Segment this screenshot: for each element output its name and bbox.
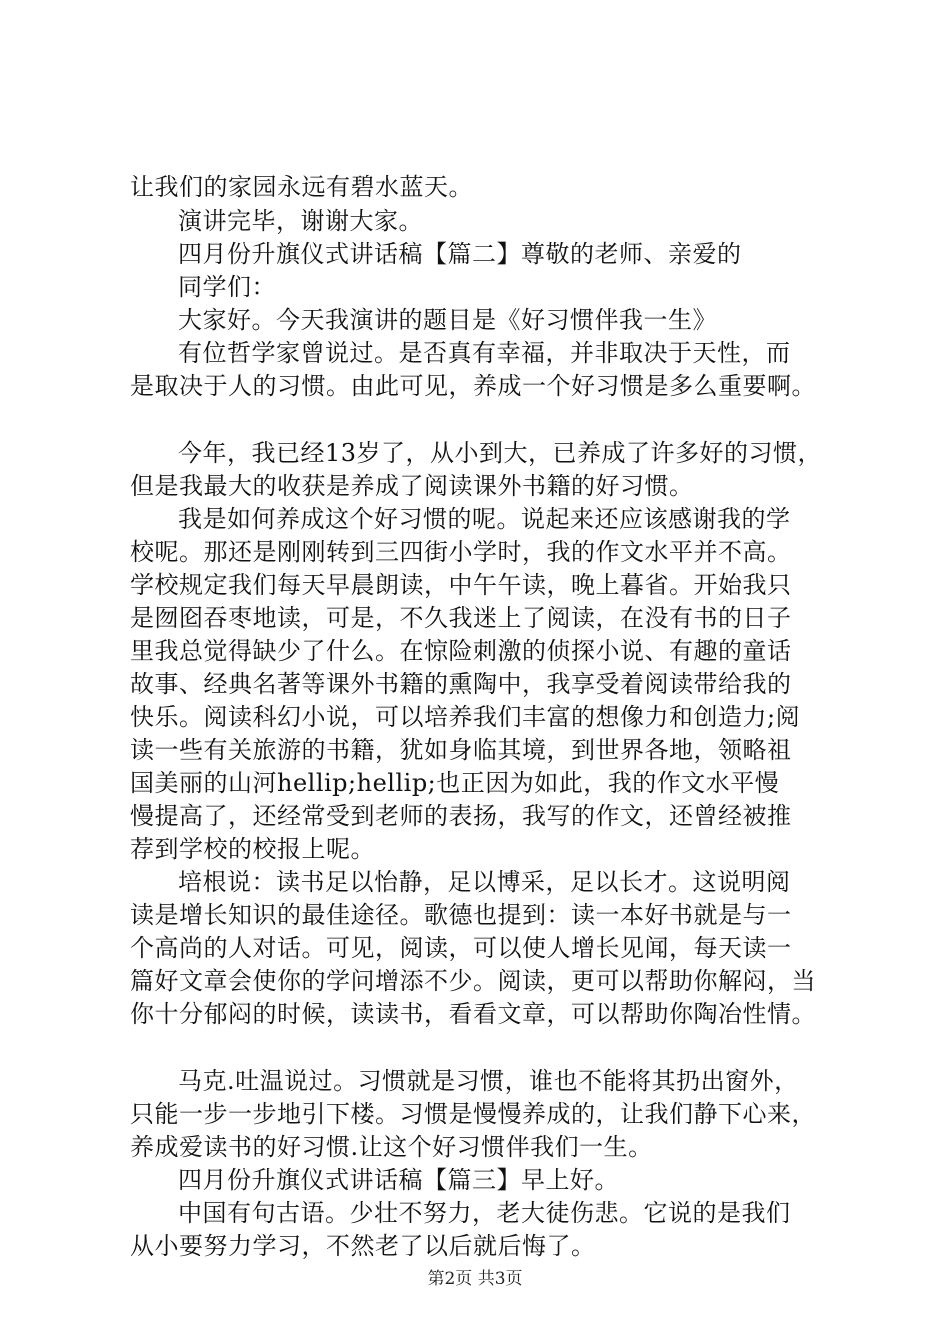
- text-line: 演讲完毕，谢谢大家。: [178, 207, 423, 235]
- text-line: 快乐。阅读科幻小说，可以培养我们丰富的想像力和创造力;阅: [130, 703, 801, 731]
- text-line: 大家好。今天我演讲的题目是《好习惯伴我一生》: [178, 306, 717, 334]
- section-heading-line: 四月份升旗仪式讲话稿【篇二】尊敬的老师、亲爱的: [178, 240, 742, 268]
- text-line: 有位哲学家曾说过。是否真有幸福，并非取决于天性，而: [178, 339, 791, 367]
- text-line: 读一些有关旅游的书籍，犹如身临其境，到世界各地，领略祖: [130, 736, 792, 764]
- page-number-footer: 第2页 共3页: [427, 1269, 523, 1289]
- text-line: 培根说：读书足以怡静，足以博采，足以长才。这说明阅: [178, 868, 791, 896]
- text-line: 中国有句古语。少壮不努力，老大徒伤悲。它说的是我们: [178, 1199, 791, 1227]
- text-line: 国美丽的山河hellip;hellip;也正因为如此，我的作文水平慢: [130, 769, 780, 797]
- text-line: 只能一步一步地引下楼。习惯是慢慢养成的，让我们静下心来，: [130, 1100, 816, 1128]
- text-line: 同学们：: [178, 273, 276, 301]
- text-line: 里我总觉得缺少了什么。在惊险刺激的侦探小说、有趣的童话: [130, 637, 792, 665]
- text-line: 今年，我已经13岁了，从小到大，已养成了许多好的习惯，: [178, 439, 823, 467]
- text-line: 但是我最大的收获是养成了阅读课外书籍的好习惯。: [130, 472, 694, 500]
- text-line: 校呢。那还是刚刚转到三四街小学时，我的作文水平并不高。: [130, 538, 792, 566]
- text-line: 养成爱读书的好习惯.让这个好习惯伴我们一生。: [130, 1133, 653, 1161]
- text-line: 读是增长知识的最佳途径。歌德也提到：读一本好书就是与一: [130, 901, 792, 929]
- text-line: 篇好文章会使你的学问增添不少。阅读，更可以帮助你解闷，当: [130, 967, 816, 995]
- text-line: 荐到学校的校报上呢。: [130, 835, 375, 863]
- text-line: 你十分郁闷的时候，读读书，看看文章，可以帮助你陶冶性情。: [130, 1000, 816, 1028]
- text-line: 是囫囵吞枣地读，可是，不久我迷上了阅读，在没有书的日子: [130, 604, 792, 632]
- text-line: 学校规定我们每天早晨朗读，中午午读，晚上暮省。开始我只: [130, 571, 792, 599]
- section-heading-line: 四月份升旗仪式讲话稿【篇三】早上好。: [178, 1166, 619, 1194]
- text-line: 从小要努力学习，不然老了以后就后悔了。: [130, 1232, 596, 1260]
- text-line: 慢提高了，还经常受到老师的表扬，我写的作文，还曾经被推: [130, 802, 792, 830]
- text-line: 马克.吐温说过。习惯就是习惯，谁也不能将其扔出窗外，: [178, 1067, 799, 1095]
- text-line: 我是如何养成这个好习惯的呢。说起来还应该感谢我的学: [178, 505, 791, 533]
- text-line: 让我们的家园永远有碧水蓝天。: [130, 173, 473, 201]
- text-line: 故事、经典名著等课外书籍的熏陶中，我享受着阅读带给我的: [130, 670, 792, 698]
- text-line: 是取决于人的习惯。由此可见，养成一个好习惯是多么重要啊。: [130, 372, 816, 400]
- text-line: 个高尚的人对话。可见，阅读，可以使人增长见闻，每天读一: [130, 934, 792, 962]
